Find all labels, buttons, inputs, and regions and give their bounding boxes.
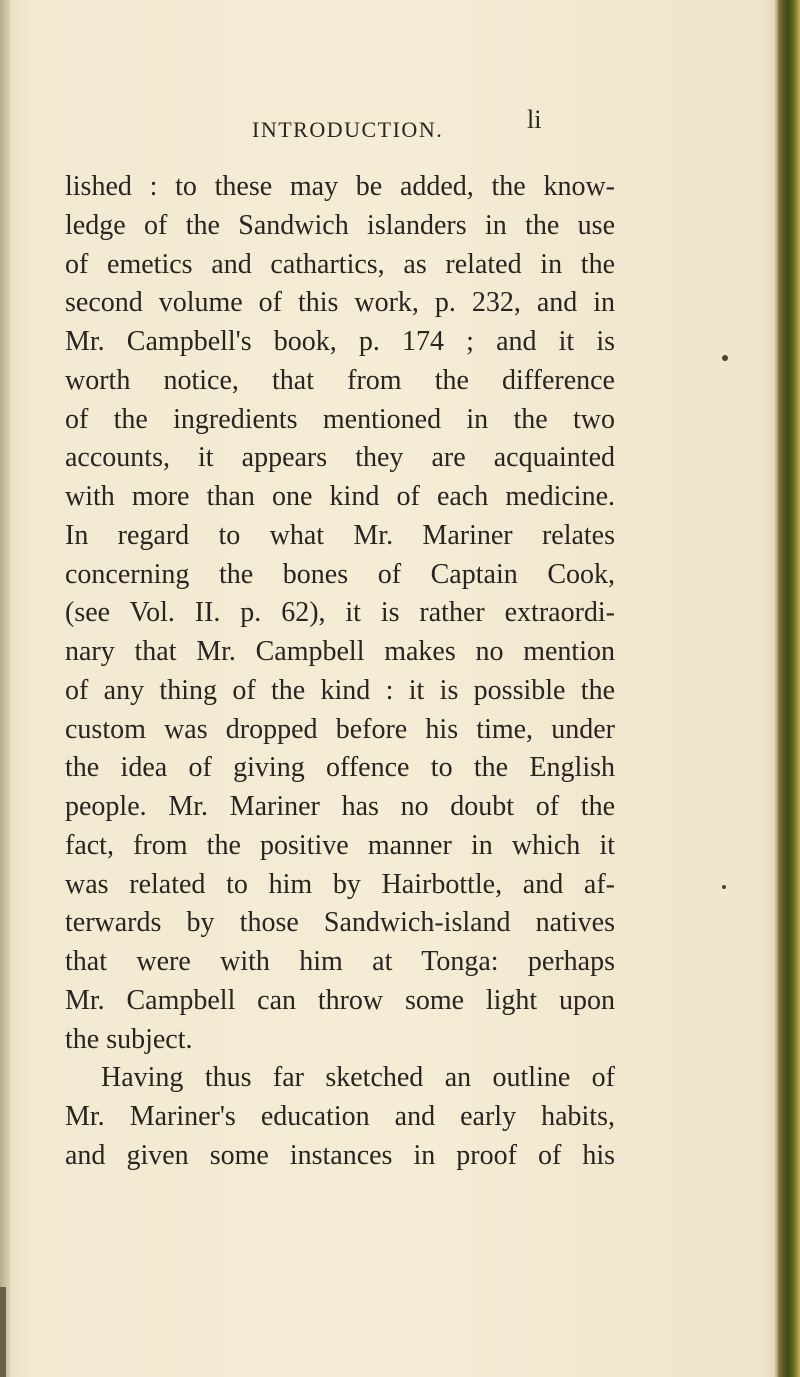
- text-line: ledge of the Sandwich islanders in the use: [65, 209, 615, 241]
- text-line: of any thing of the kind : it is possible the: [65, 674, 615, 706]
- text-line: the idea of giving offence to the English: [65, 752, 615, 784]
- ink-speck: [722, 355, 728, 361]
- text-line: people. Mr. Mariner has no doubt of the: [65, 791, 615, 822]
- text-line: Mr. Campbell can throw some light upon: [65, 984, 615, 1016]
- text-line: and given some instances in proof of his: [65, 1139, 615, 1171]
- text-line: with more than one kind of each medicine.: [65, 481, 615, 512]
- text-line: accounts, it appears they are acquainted: [65, 442, 615, 474]
- page-header: [252, 105, 632, 148]
- ink-speck: [722, 885, 726, 889]
- running-head: INTRODUCTION.: [252, 117, 444, 142]
- text-line: of the ingredients mentioned in the two: [65, 403, 615, 435]
- text-line: nary that Mr. Campbell makes no mention: [65, 636, 615, 667]
- book-binding-edge: [778, 0, 800, 1377]
- body-text: [65, 168, 615, 1176]
- text-line: Having thus far sketched an outline of: [101, 1062, 615, 1094]
- text-line: Mr. Campbell's book, p. 174 ; and it is: [65, 326, 615, 357]
- page-number: li: [527, 105, 542, 134]
- page-left-edge-shadow: [0, 1287, 6, 1377]
- page-left-edge: [0, 0, 10, 1377]
- text-line: Mr. Mariner's education and early habits,: [65, 1101, 615, 1132]
- text-line: worth notice, that from the difference: [65, 364, 615, 396]
- text-line: second volume of this work, p. 232, and in: [65, 287, 615, 319]
- text-line: the subject.: [65, 1023, 193, 1055]
- text-line: terwards by those Sandwich-island natives: [65, 907, 615, 939]
- text-line: lished : to these may be added, the know-: [65, 171, 615, 202]
- text-line: custom was dropped before his time, under: [65, 713, 615, 745]
- text-line: was related to him by Hairbottle, and af-: [65, 868, 615, 900]
- text-line: that were with him at Tonga: perhaps: [65, 946, 615, 977]
- text-line: concerning the bones of Captain Cook,: [65, 558, 615, 590]
- text-line: In regard to what Mr. Mariner relates: [65, 519, 615, 551]
- text-line: of emetics and cathartics, as related in the: [65, 248, 615, 280]
- text-line: fact, from the positive manner in which it: [65, 829, 615, 861]
- text-line: (see Vol. II. p. 62), it is rather extraordi-: [65, 597, 615, 629]
